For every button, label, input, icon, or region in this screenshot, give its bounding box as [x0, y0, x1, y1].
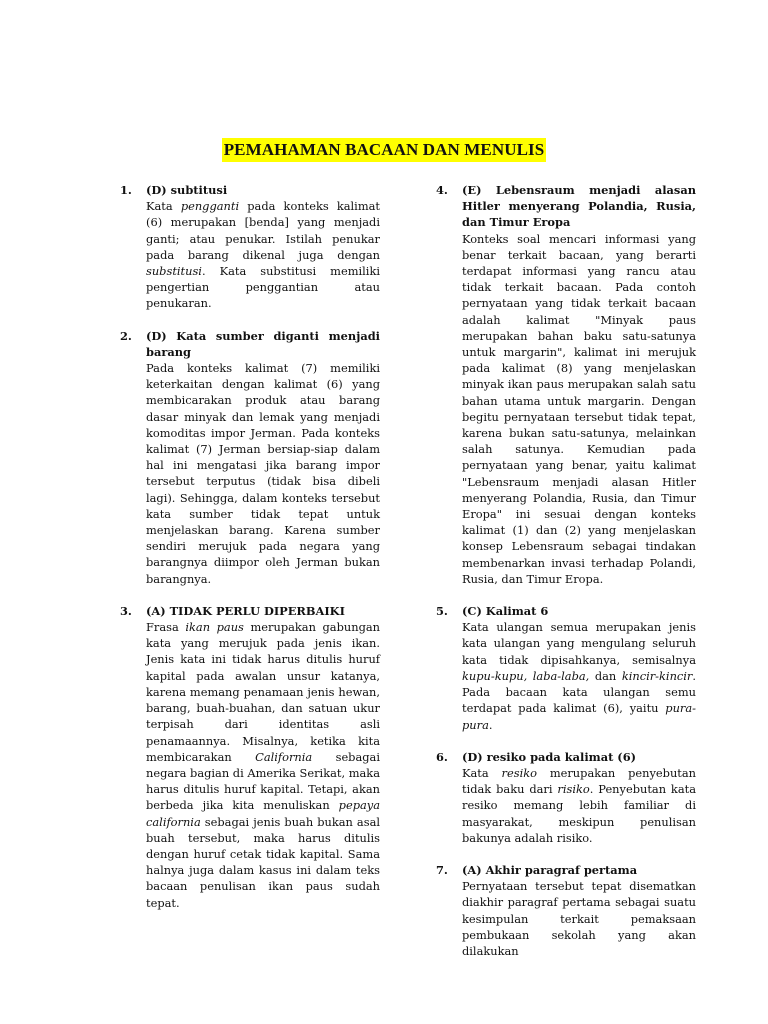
page-title: PEMAHAMAN BACAAN DAN MENULIS: [222, 138, 547, 162]
item-number: 7.: [436, 862, 448, 877]
answer-item-3: [120, 603, 380, 911]
answer-item-2: [120, 328, 380, 587]
answer-item-7: [436, 862, 696, 959]
right-column: [436, 182, 696, 975]
item-number: 6.: [436, 749, 448, 764]
italic-term: kincir-kincir: [621, 668, 693, 683]
italic-term: ikan paus: [185, 620, 244, 635]
italic-term: pepaya california: [146, 798, 380, 829]
item-explanation: [462, 619, 696, 732]
text-run: sebagai negara bagian di Amerika Serikat, maka harus ditulis huruf kapital. Tetapi, akan berbeda jika kita menuliskan: [146, 749, 380, 813]
text-run: sebagai jenis buah bukan asal buah tersebut, maka harus ditulis dengan huruf cetak tidak kapital. Sama halnya juga dalam kasus ini dalam teks bacaan penulisan ikan paus sudah tepat.: [146, 814, 380, 910]
item-answer: (D) resiko pada kalimat (6): [462, 749, 637, 764]
text-run: .: [488, 717, 493, 732]
text-run: dan: [589, 668, 622, 683]
item-explanation: [146, 619, 380, 911]
item-answer: (D) subtitusi: [146, 183, 228, 197]
italic-term: California: [255, 749, 313, 764]
item-answer: (D) Kata sumber diganti menjadi barang: [146, 328, 380, 359]
italic-term: resiko: [501, 765, 537, 780]
text-run: . Pada bacaan kata ulangan semu terdapat pada kalimat (6), yaitu: [462, 668, 696, 716]
item-answer: (C) Kalimat 6: [462, 604, 549, 619]
item-answer: (A) Akhir paragraf pertama: [462, 862, 638, 877]
item-number: 4.: [436, 183, 448, 197]
answer-item-4: [436, 182, 696, 587]
text-run: Kata: [462, 765, 502, 780]
item-explanation: [462, 765, 696, 846]
item-number: 5.: [436, 604, 448, 619]
item-answer: (E) Lebensraum menjadi alasan Hitler menyerang Polandia, Rusia, dan Timur Eropa: [462, 183, 696, 230]
italic-term: pengganti: [180, 199, 240, 214]
left-column: [120, 182, 380, 927]
title-wrapper: [0, 138, 768, 162]
italic-term: risiko: [557, 782, 590, 797]
text-run: Pernyataan tersebut tepat disematkan diakhir paragraf pertama sebagai suatu kesimpulan terkait pemaksaan pembukaan sekolah yang akan dilakukan: [462, 879, 696, 958]
answer-item-1: [120, 182, 380, 312]
text-run: merupakan gabungan kata yang merujuk pada jenis ikan. Jenis kata ini tidak harus ditulis huruf kapital pada awalan unsur katanya, karena memang penamaan jenis hewan, barang, buah-buahan, dan satuan ukur terpisah dari identitas asli penamaannya. Misalnya, ketika kita membicarakan: [146, 620, 380, 764]
item-number: 3.: [120, 603, 132, 618]
item-number: 2.: [120, 328, 132, 343]
italic-term: kupu-kupu, laba-laba,: [462, 668, 590, 683]
item-explanation: [146, 198, 380, 311]
text-run: Konteks soal mencari informasi yang benar terkait bacaan, yang berarti terdapat informasi yang rancu atau tidak terkait bacaan. Pada contoh pernyataan yang tidak terkait bacaan adalah kalimat "Minyak paus merupakan bahan baku satu-satunya untuk margarin", kalimat ini merujuk pada kalimat (8) yang menjelaskan minyak ikan paus merupakan salah satu bahan utama untuk margarin. Dengan begitu pernyataan tersebut tidak tepat, karena bukan satu-satunya, melainkan salah satunya. Kemudian pada pernyataan yang benar, yaitu kalimat "Lebensraum menjadi alasan Hitler menyerang Polandia, Rusia, dan Timur Eropa" ini sesuai dengan konteks kalimat (1) dan (2) yang menjelaskan konsep Lebensraum sebagai tindakan membenarkan invasi terhadap Polandi, Rusia, dan Timur Eropa.: [462, 231, 696, 586]
text-run: Kata: [146, 199, 181, 214]
text-run: . Penyebutan kata resiko memang lebih familiar di masyarakat, meskipun penulisan bakunya adalah risiko.: [462, 782, 696, 845]
item-explanation: [146, 360, 380, 587]
text-run: pada konteks kalimat (6) merupakan [benda] yang menjadi ganti; atau penukar. Istilah penukar pada barang dikenal juga dengan: [146, 199, 380, 262]
answer-item-6: [436, 749, 696, 846]
item-answer: (A) TIDAK PERLU DIPERBAIKI: [146, 603, 345, 618]
text-run: merupakan penyebutan tidak baku dari: [462, 765, 696, 797]
italic-term: pura-pura: [462, 701, 696, 732]
italic-term: substitusi: [146, 264, 202, 279]
item-explanation: [462, 231, 696, 587]
item-explanation: [462, 878, 696, 959]
text-run: Kata ulangan semua merupakan jenis kata ulangan yang mengulang seluruh kata tidak dipisahkanya, semisalnya: [462, 620, 696, 667]
text-run: Pada konteks kalimat (7) memiliki keterkaitan dengan kalimat (6) yang membicarakan produk atau barang dasar minyak dan lemak yang menjadi komoditas impor Jerman. Pada konteks kalimat (7) Jerman bersiap-siap dalam hal ini mengatasi jika barang impor tersebut terputus (tidak bisa dibeli lagi). Sehingga, dalam konteks tersebut kata sumber tidak tepat untuk menjelaskan barang. Karena sumber sendiri merujuk pada negara yang barangnya diimpor oleh Jerman bukan barangnya.: [146, 361, 380, 586]
item-number: 1.: [120, 183, 132, 197]
text-run: . Kata substitusi memiliki pengertian penggantian atau penukaran.: [146, 264, 380, 311]
answer-item-5: [436, 603, 696, 733]
text-run: Frasa: [146, 620, 186, 635]
